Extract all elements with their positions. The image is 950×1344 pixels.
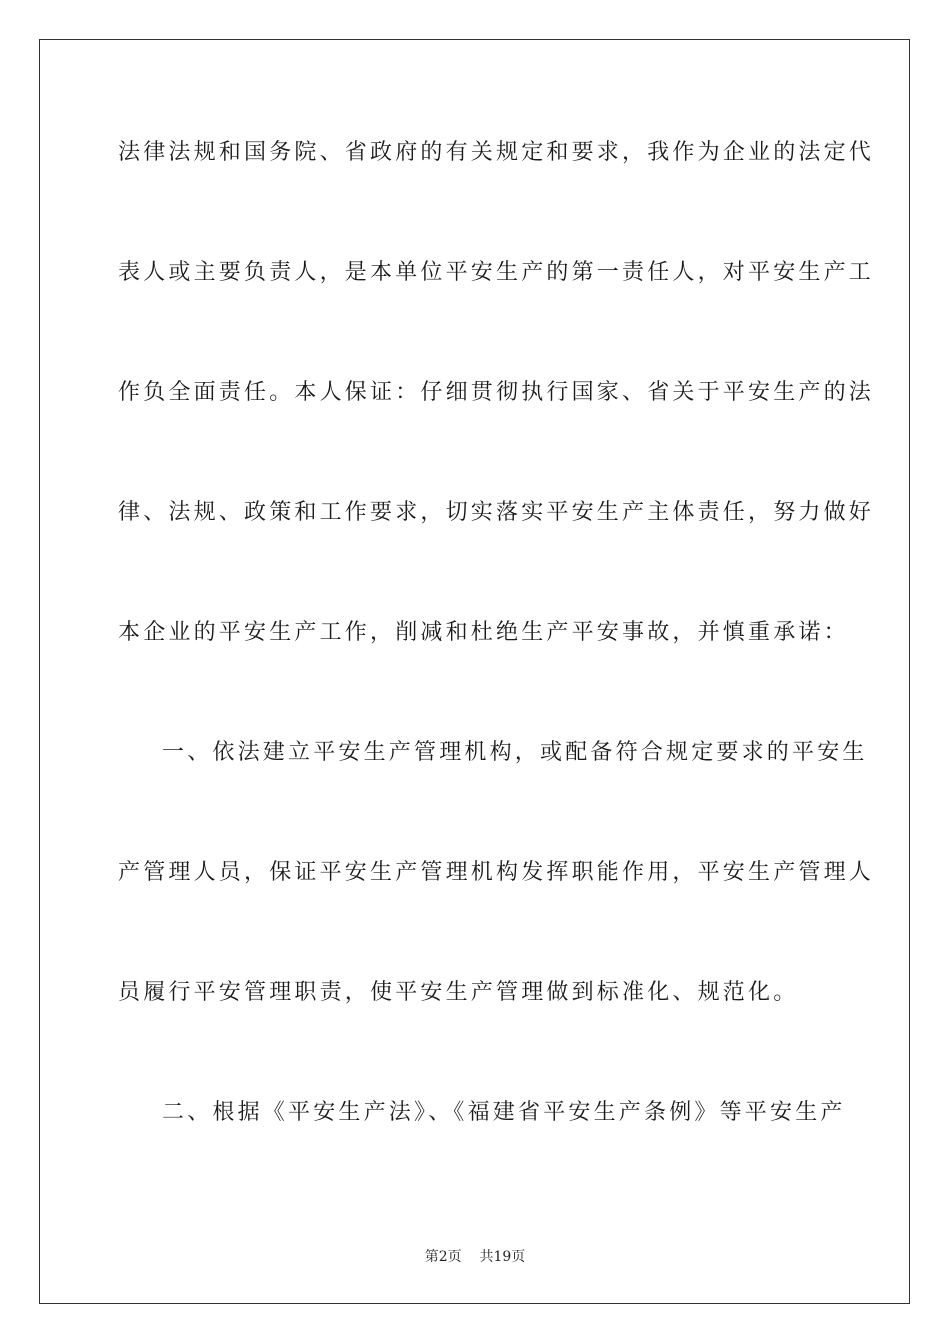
document-body	[118, 126, 875, 1206]
page-total: 共19页	[479, 1249, 526, 1265]
text-line: 本企业的平安生产工作，削减和杜绝生产平安事故，并慎重承诺：	[118, 620, 849, 645]
text-line: 一、依法建立平安生产管理机构，或配备符合规定要求的平安生	[162, 740, 868, 765]
page-footer	[0, 1247, 950, 1267]
text-line: 作负全面责任。本人保证：仔细贯彻执行国家、省关于平安生产的法	[118, 380, 875, 405]
page-number: 第2页	[424, 1249, 462, 1265]
text-line: 产管理人员，保证平安生产管理机构发挥职能作用，平安生产管理人	[118, 860, 875, 885]
text-line: 员履行平安管理职责，使平安生产管理做到标准化、规范化。	[118, 980, 799, 1005]
text-line: 二、根据《平安生产法》、《福建省平安生产条例》等平安生产	[162, 1100, 846, 1125]
text-line: 法律法规和国务院、省政府的有关规定和要求，我作为企业的法定代	[118, 140, 875, 165]
text-line: 表人或主要负责人，是本单位平安生产的第一责任人，对平安生产工	[118, 260, 875, 285]
text-line: 律、法规、政策和工作要求，切实落实平安生产主体责任，努力做好	[118, 500, 875, 525]
